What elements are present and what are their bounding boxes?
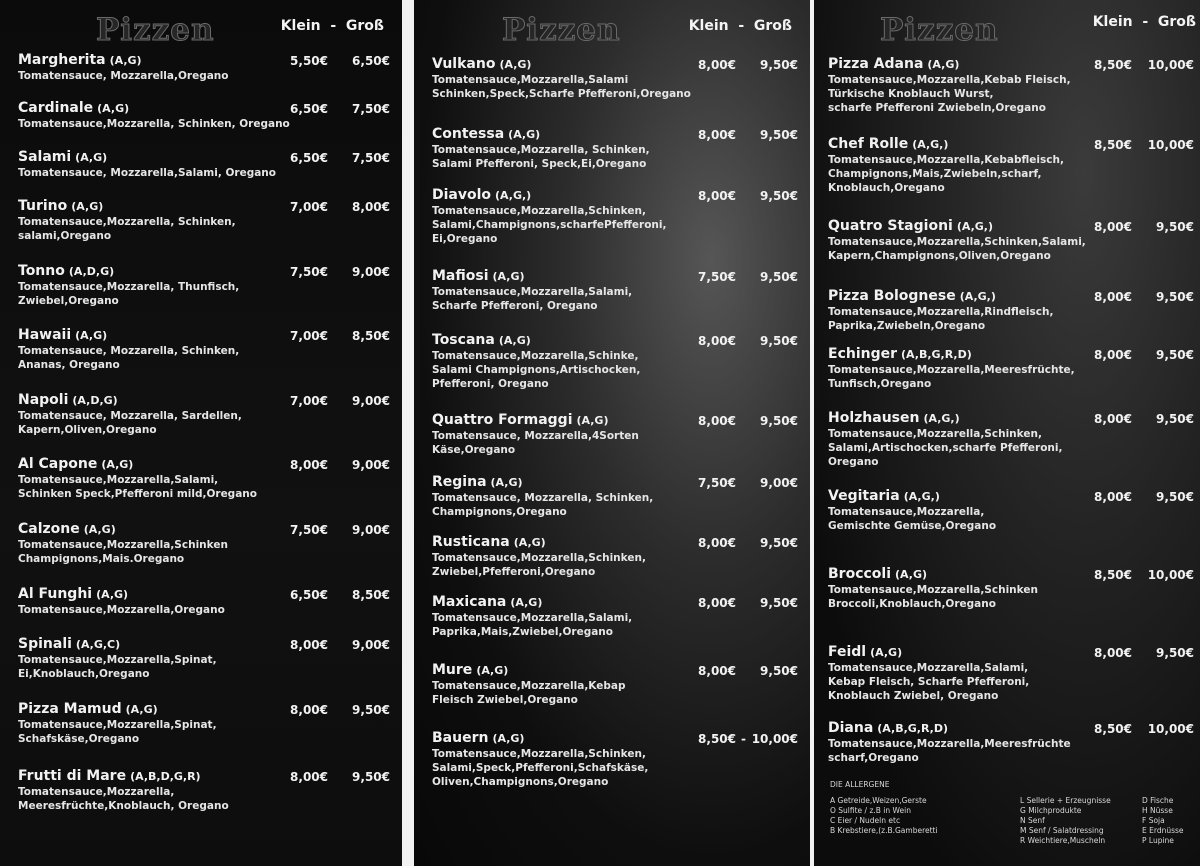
menu-item — [432, 268, 798, 313]
menu-item-description: Tomatensauce,Mozzarella,Spinat, Schafskäse,Oregano — [18, 719, 217, 745]
menu-item-name: Spinali (A,G,C) — [18, 636, 121, 652]
price-small: 8,00€ — [698, 536, 736, 550]
menu-item-allergens: (A,G) — [71, 200, 104, 213]
menu-item-description: Tomatensauce,Mozzarella,Oregano — [18, 604, 225, 616]
menu-item — [18, 52, 390, 83]
price-big: 9,50€ — [1156, 646, 1194, 660]
menu-item — [432, 187, 798, 246]
allergen-entry: L Sellerie + Erzeugnisse — [1020, 796, 1111, 805]
menu-item — [18, 768, 390, 813]
allergen-entry: O Sulfite / z.B in Wein — [830, 806, 911, 815]
menu-item-description: Tomatensauce,Mozzarella, Schinken, Oregano — [18, 118, 290, 130]
menu-item-name: Al Funghi (A,G) — [18, 586, 129, 602]
panel-header — [814, 12, 1200, 52]
menu-item-description: Tomatensauce,Mozzarella,Salami Schinken,Speck,Scharfe Pfefferoni,Oregano — [432, 74, 691, 100]
price-big: 9,50€ — [1156, 348, 1194, 362]
menu-item-name: Hawaii (A,G) — [18, 327, 108, 343]
price-small: 7,00€ — [290, 394, 328, 408]
menu-item — [432, 332, 798, 391]
menu-item — [828, 218, 1194, 263]
menu-item — [18, 198, 390, 243]
menu-item-name: Pizza Bolognese (A,G,) — [828, 288, 996, 304]
menu-item-description: Tomatensauce,Mozzarella, Gemischte Gemüse,Oregano — [828, 506, 997, 532]
price-big: 9,00€ — [352, 394, 390, 408]
menu-item-name: Contessa (A,G) — [432, 126, 541, 142]
menu-item — [432, 730, 798, 789]
allergen-entry: E Erdnüsse — [1142, 826, 1184, 835]
price-big: 9,50€ — [1156, 490, 1194, 504]
menu-item-allergens: (A,G) — [492, 732, 525, 745]
price-big: 9,00€ — [760, 476, 798, 490]
price-small: 8,50€ — [1094, 722, 1132, 736]
menu-item-allergens: (A,G,) — [903, 490, 940, 503]
menu-item-name: Quatro Stagioni (A,G,) — [828, 218, 994, 234]
price-big: 9,00€ — [352, 458, 390, 472]
price-small: 6,50€ — [290, 588, 328, 602]
price-big: 9,50€ — [352, 703, 390, 717]
price-big: 9,50€ — [352, 770, 390, 784]
price-big: 10,00€ — [751, 732, 798, 746]
price-big: 9,50€ — [1156, 290, 1194, 304]
menu-item — [828, 56, 1194, 115]
price-small: 6,50€ — [290, 102, 328, 116]
menu-item-allergens: (A,G) — [96, 588, 129, 601]
menu-item-description: Tomatensauce,Mozzarella, Schinken, Salami Pfefferoni, Speck,Ei,Oregano — [432, 144, 650, 170]
allergen-entry: M Senf / Salatdressing — [1020, 826, 1104, 835]
menu-item — [828, 566, 1194, 611]
allergen-entry: A Getreide,Weizen,Gerste — [830, 796, 927, 805]
price-small: 8,00€ — [698, 664, 736, 678]
menu-item — [18, 521, 390, 566]
menu-item-allergens: (A,G) — [109, 54, 142, 67]
price-small: 8,50€ — [698, 732, 736, 746]
menu-item-description: Tomatensauce, Mozzarella,4Sorten Käse,Oregano — [432, 430, 639, 456]
price-small: 8,00€ — [698, 189, 736, 203]
price-big: 8,50€ — [352, 329, 390, 343]
menu-item — [18, 327, 390, 372]
menu-item-allergens: (A,G) — [499, 58, 532, 71]
menu-item — [432, 594, 798, 639]
menu-item — [828, 288, 1194, 333]
menu-item-allergens: (A,G) — [513, 536, 546, 549]
price-small: 8,50€ — [1094, 568, 1132, 582]
price-small: 8,00€ — [290, 638, 328, 652]
menu-item — [828, 488, 1194, 533]
panel-header — [414, 12, 810, 52]
menu-item-allergens: (A,G) — [476, 664, 509, 677]
menu-item-allergens: (A,G) — [508, 128, 541, 141]
price-small: 8,00€ — [1094, 490, 1132, 504]
menu-item-description: Tomatensauce,Mozzarella,Schinken Champignons,Mais.Oregano — [18, 539, 228, 565]
price-big: 9,00€ — [352, 523, 390, 537]
menu-item-description: Tomatensauce,Mozzarella,Spinat, Ei,Knoblauch,Oregano — [18, 654, 217, 680]
menu-item-name: Diana (A,B,G,R,D) — [828, 720, 948, 736]
allergen-legend — [830, 780, 1194, 856]
price-small: 8,00€ — [290, 458, 328, 472]
menu-item-name: Maxicana (A,G) — [432, 594, 543, 610]
menu-item-name: Mure (A,G) — [432, 662, 509, 678]
price-big: 8,00€ — [352, 200, 390, 214]
price-small: 8,00€ — [698, 414, 736, 428]
price-small: 7,50€ — [698, 270, 736, 284]
price-big: 9,50€ — [760, 536, 798, 550]
allergen-entry: B Krebstiere,(z.B.Gamberetti — [830, 826, 938, 835]
menu-item-allergens: (A,G) — [490, 476, 523, 489]
allergen-entry: F Soja — [1142, 816, 1165, 825]
price-big: 9,50€ — [760, 58, 798, 72]
allergen-legend-columns — [830, 796, 1194, 856]
menu-item-description: Tomatensauce,Mozzarella,Salami, Kebap Fleisch, Scharfe Pfefferoni, Knoblauch Zwiebel, Oregano — [828, 662, 1030, 702]
price-small: 8,00€ — [1094, 220, 1132, 234]
menu-item-description: Tomatensauce,Mozzarella, Meeresfrüchte,Knoblauch, Oregano — [18, 786, 229, 812]
panel-header — [0, 12, 402, 52]
price-big: 9,50€ — [760, 414, 798, 428]
menu-item-name: Turino (A,G) — [18, 198, 104, 214]
menu-item-allergens: (A,G) — [492, 270, 525, 283]
menu-item-description: Tomatensauce,Mozzarella,Schinken, Salami,Artischocken,scharfe Pfefferoni, Oregano — [828, 428, 1063, 468]
price-small: 6,50€ — [290, 151, 328, 165]
price-big: 9,50€ — [760, 128, 798, 142]
price-small: 8,00€ — [698, 128, 736, 142]
price-small: 7,00€ — [290, 329, 328, 343]
menu-item-name: Vegitaria (A,G,) — [828, 488, 940, 504]
price-small: 5,50€ — [290, 54, 328, 68]
menu-item-name: Pizza Adana (A,G) — [828, 56, 960, 72]
menu-item-allergens: (A,G) — [125, 703, 158, 716]
menu-item-description: Tomatensauce,Mozzarella,Schinken, Salami,Speck,Pfefferoni,Schafskäse, Oliven,Champignons,Oregano — [432, 748, 649, 788]
allergen-legend-title: DIE ALLERGENE — [830, 780, 890, 789]
menu-item — [828, 644, 1194, 703]
menu-item — [828, 410, 1194, 469]
menu-panel-middle — [414, 0, 810, 866]
menu-item — [18, 636, 390, 681]
menu-item-description: Tomatensauce, Mozzarella,Salami, Oregano — [18, 167, 276, 179]
menu-item — [432, 474, 798, 519]
menu-item-allergens: (A,G) — [870, 646, 903, 659]
menu-item-allergens: (A,G) — [75, 151, 108, 164]
price-small: 7,50€ — [290, 523, 328, 537]
menu-item-allergens: (A,G) — [927, 58, 960, 71]
price-small: 8,00€ — [698, 334, 736, 348]
menu-item-description: Tomatensauce,Mozzarella,Salami, Scharfe Pfefferoni, Oregano — [432, 286, 633, 312]
menu-item-allergens: (A,G,) — [959, 290, 996, 303]
menu-item-name: Calzone (A,G) — [18, 521, 116, 537]
menu-item-description: Tomatensauce,Mozzarella,Meeresfrüchte scharf,Oregano — [828, 738, 1071, 764]
menu-item-description: Tomatensauce,Mozzarella,Kebab Fleisch, Türkische Knoblauch Wurst, scharfe Pfefferoni Zwiebeln,Oregano — [828, 74, 1071, 114]
menu-item-name: Margherita (A,G) — [18, 52, 142, 68]
price-small: 8,00€ — [698, 58, 736, 72]
menu-item-allergens: (A,G,) — [956, 220, 994, 233]
menu-item — [18, 586, 390, 617]
menu-item-name: Pizza Mamud (A,G) — [18, 701, 158, 717]
price-big: 10,00€ — [1147, 568, 1194, 582]
allergen-entry: P Lupine — [1142, 836, 1174, 845]
menu-item-allergens: (A,B,G,R,D) — [877, 722, 948, 735]
menu-item-allergens: (A,G,) — [912, 138, 949, 151]
menu-item-allergens: (A,D,G) — [68, 265, 115, 278]
menu-item-name: Holzhausen (A,G,) — [828, 410, 960, 426]
menu-item-allergens: (A,G) — [895, 568, 927, 581]
menu-item-name: Salami (A,G) — [18, 149, 108, 165]
menu-item-allergens: (A,B,G,R,D) — [901, 348, 972, 361]
allergen-entry: N Senf — [1020, 816, 1045, 825]
size-columns-header: Klein - Groß — [1092, 14, 1196, 30]
price-big: 10,00€ — [1147, 138, 1194, 152]
menu-item-allergens: (A,G) — [498, 334, 531, 347]
price-big: 6,50€ — [352, 54, 390, 68]
menu-item-name: Echinger (A,B,G,R,D) — [828, 346, 972, 362]
menu-item — [18, 100, 390, 131]
menu-item-allergens: (A,D,G) — [72, 394, 118, 407]
price-small: 7,50€ — [698, 476, 736, 490]
price-big: 9,00€ — [352, 638, 390, 652]
price-big: 9,50€ — [760, 270, 798, 284]
menu-panel-left — [0, 0, 402, 866]
price-big: 8,50€ — [352, 588, 390, 602]
menu-item-allergens: (A,G) — [101, 458, 134, 471]
menu-item-name: Quattro Formaggi (A,G) — [432, 412, 609, 428]
price-big: 7,50€ — [352, 151, 390, 165]
menu-item-description: Tomatensauce,Mozzarella,Meeresfrüchte, Tunfisch,Oregano — [828, 364, 1075, 390]
menu-item-allergens: (A,G,C) — [75, 638, 121, 651]
menu-item-description: Tomatensauce, Mozzarella,Oregano — [18, 70, 229, 82]
section-title: Pizzen — [502, 12, 621, 48]
price-big: 9,50€ — [1156, 412, 1194, 426]
price-big: 9,50€ — [760, 664, 798, 678]
price-big: 9,50€ — [760, 596, 798, 610]
menu-item-description: Tomatensauce,Mozzarella,Salami, Paprika,Mais,Zwiebel,Oregano — [432, 612, 633, 638]
menu-item-description: Tomatensauce, Mozzarella, Schinken, Ananas, Oregano — [18, 345, 240, 371]
menu-item — [18, 149, 390, 180]
menu-item-name: Broccoli (A,G) — [828, 566, 927, 582]
price-big: 7,50€ — [352, 102, 390, 116]
menu-item — [18, 392, 390, 437]
allergen-column-2 — [1020, 796, 1111, 846]
menu-item-name: Bauern (A,G) — [432, 730, 525, 746]
menu-item-name: Cardinale (A,G) — [18, 100, 130, 116]
price-separator: - — [741, 732, 746, 746]
menu-item-description: Tomatensauce,Mozzarella,Rindfleisch, Paprika,Zwiebeln,Oregano — [828, 306, 1054, 332]
menu-item-allergens: (A,G) — [510, 596, 543, 609]
menu-item-name: Napoli (A,D,G) — [18, 392, 118, 408]
menu-item — [828, 720, 1194, 765]
price-small: 8,00€ — [290, 703, 328, 717]
menu-item-allergens: (A,G) — [576, 414, 609, 427]
menu-item — [432, 126, 798, 171]
menu-item-allergens: (A,G) — [83, 523, 116, 536]
menu-item-description: Tomatensauce, Mozzarella, Schinken, Champignons,Oregano — [432, 492, 654, 518]
price-big: 9,50€ — [1156, 220, 1194, 234]
menu-item-name: Rusticana (A,G) — [432, 534, 546, 550]
menu-item-name: Toscana (A,G) — [432, 332, 531, 348]
menu-item-name: Feidl (A,G) — [828, 644, 903, 660]
menu-item — [828, 136, 1194, 195]
menu-item-allergens: (A,G) — [97, 102, 130, 115]
menu-item-description: Tomatensauce, Mozzarella, Sardellen, Kapern,Oliven,Oregano — [18, 410, 242, 436]
menu-item-description: Tomatensauce,Mozzarella,Schinken Broccoli,Knoblauch,Oregano — [828, 584, 1038, 610]
menu-item-description: Tomatensauce,Mozzarella, Schinken, salami,Oregano — [18, 216, 236, 242]
price-small: 8,50€ — [1094, 58, 1132, 72]
menu-item-name: Frutti di Mare (A,B,D,G,R) — [18, 768, 201, 784]
menu-item — [432, 662, 798, 707]
menu-item-description: Tomatensauce,Mozzarella, Thunfisch, Zwiebel,Oregano — [18, 281, 240, 307]
menu-item-allergens: (A,G,) — [923, 412, 960, 425]
menu-item — [432, 534, 798, 579]
menu-item — [18, 701, 390, 746]
allergen-column-1 — [830, 796, 938, 836]
section-title: Pizzen — [96, 12, 215, 48]
menu-item-description: Tomatensauce,Mozzarella,Schinken,Salami, Kapern,Champignons,Oliven,Oregano — [828, 236, 1086, 262]
menu-item — [432, 56, 798, 101]
menu-item-name: Mafiosi (A,G) — [432, 268, 525, 284]
menu-item-name: Diavolo (A,G,) — [432, 187, 532, 203]
menu-item-description: Tomatensauce,Mozzarella,Schinken, Zwiebel,Pfefferoni,Oregano — [432, 552, 646, 578]
allergen-entry: R Weichtiere,Muscheln — [1020, 836, 1106, 845]
allergen-entry: C Eier / Nudeln etc — [830, 816, 901, 825]
menu-item-name: Regina (A,G) — [432, 474, 523, 490]
menu-item-allergens: (A,B,D,G,R) — [130, 770, 201, 783]
section-title: Pizzen — [880, 12, 999, 48]
price-small: 8,00€ — [1094, 348, 1132, 362]
menu-item-allergens: (A,G,) — [495, 189, 532, 202]
allergen-column-3 — [1142, 796, 1184, 846]
menu-item-description: Tomatensauce,Mozzarella,Schinke, Salami Champignons,Artischocken, Pfefferoni, Oregano — [432, 350, 641, 390]
price-big: 9,50€ — [760, 189, 798, 203]
price-small: 8,00€ — [1094, 412, 1132, 426]
price-small: 7,50€ — [290, 265, 328, 279]
price-big: 9,00€ — [352, 265, 390, 279]
menu-panel-right — [814, 0, 1200, 866]
menu-item-name: Al Capone (A,G) — [18, 456, 134, 472]
price-big: 10,00€ — [1147, 58, 1194, 72]
menu-item-description: Tomatensauce,Mozzarella,Salami, Schinken Speck,Pfefferoni mild,Oregano — [18, 474, 257, 500]
menu-item-description: Tomatensauce,Mozzarella,Kebabfleisch, Champignons,Mais,Zwiebeln,scharf, Knoblauch,Oregano — [828, 154, 1064, 194]
menu-item-allergens: (A,G) — [75, 329, 108, 342]
menu-item-name: Chef Rolle (A,G,) — [828, 136, 949, 152]
allergen-entry: H Nüsse — [1142, 806, 1173, 815]
price-small: 8,00€ — [1094, 646, 1132, 660]
menu-item-description: Tomatensauce,Mozzarella,Kebap Fleisch Zwiebel,Oregano — [432, 680, 626, 706]
price-small: 8,00€ — [290, 770, 328, 784]
price-small: 8,00€ — [1094, 290, 1132, 304]
price-small: 8,00€ — [698, 596, 736, 610]
menu-item-name: Vulkano (A,G) — [432, 56, 532, 72]
allergen-entry: G Milchprodukte — [1020, 806, 1082, 815]
menu-item — [18, 456, 390, 501]
price-big: 10,00€ — [1147, 722, 1194, 736]
menu-item — [432, 412, 798, 457]
menu-item — [18, 263, 390, 308]
price-big: 9,50€ — [760, 334, 798, 348]
size-columns-header: Klein - Groß — [280, 18, 384, 34]
size-columns-header: Klein - Groß — [688, 18, 792, 34]
menu-item — [828, 346, 1194, 391]
menu-item-description: Tomatensauce,Mozzarella,Schinken, Salami,Champignons,scharfePfefferoni, Ei,Oregano — [432, 205, 667, 245]
price-small: 8,50€ — [1094, 138, 1132, 152]
allergen-entry: D Fische — [1142, 796, 1174, 805]
menu-item-name: Tonno (A,D,G) — [18, 263, 115, 279]
price-small: 7,00€ — [290, 200, 328, 214]
